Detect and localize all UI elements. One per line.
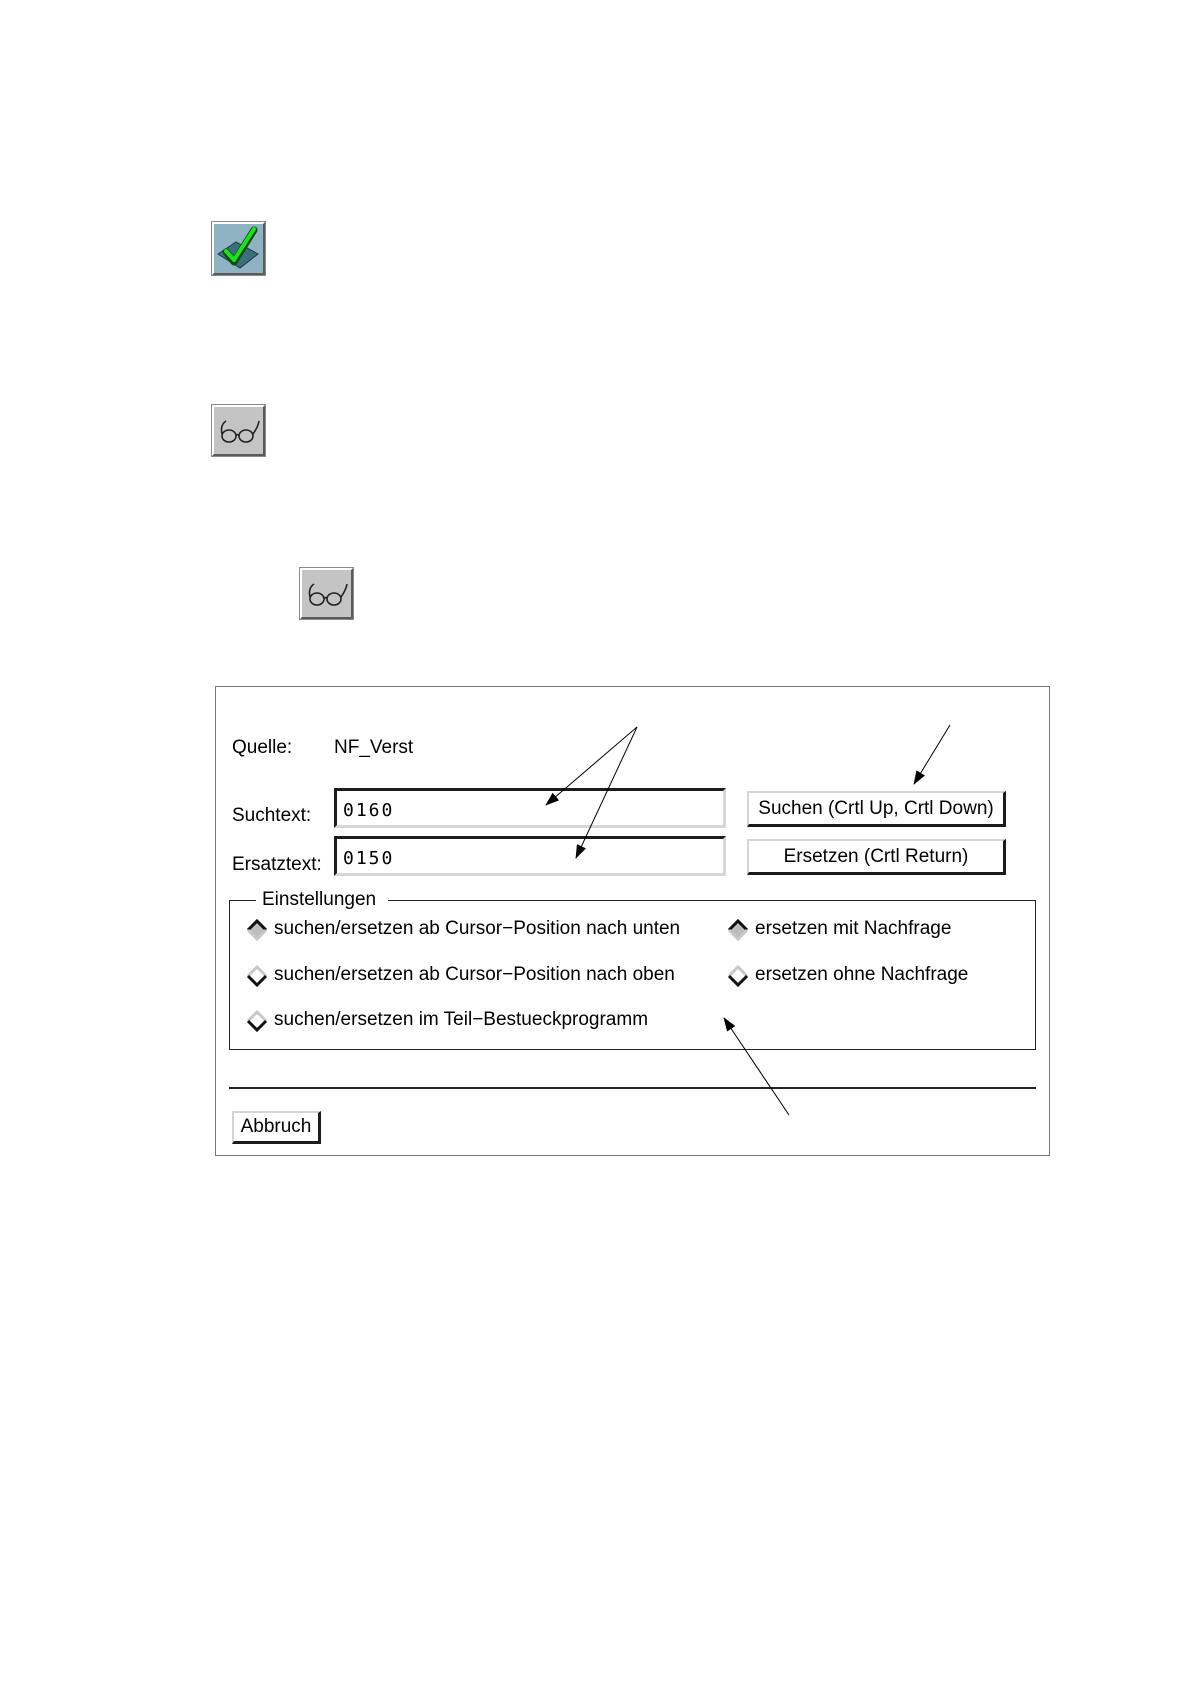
- view-button[interactable]: [212, 405, 265, 456]
- search-replace-dialog: [215, 686, 1050, 1156]
- glasses-icon: [302, 570, 351, 617]
- glasses-icon: [214, 407, 263, 454]
- search-label: Suchtext:: [232, 805, 312, 826]
- radio-diamond-icon: [727, 965, 749, 987]
- source-value: NF_Verst: [334, 737, 414, 758]
- search-button[interactable]: Suchen (Crtl Up, Crtl Down): [747, 791, 1006, 827]
- radio-diamond-icon: [727, 919, 749, 941]
- option-label: suchen/ersetzen ab Cursor−Position nach oben: [274, 964, 675, 985]
- search-field[interactable]: [334, 788, 726, 828]
- settings-legend: Einstellungen: [256, 888, 388, 912]
- cancel-button[interactable]: Abbruch: [232, 1111, 321, 1144]
- settings-group: [229, 889, 1036, 1050]
- option-label: suchen/ersetzen ab Cursor−Position nach unten: [274, 918, 681, 939]
- radio-diamond-icon: [246, 1010, 268, 1032]
- replace-input[interactable]: [337, 839, 723, 873]
- search-input[interactable]: [337, 791, 723, 825]
- search-replace-button[interactable]: [300, 568, 353, 619]
- option-label: suchen/ersetzen im Teil−Bestueckprogramm: [274, 1009, 649, 1030]
- replace-button[interactable]: Ersetzen (Crtl Return): [747, 839, 1006, 875]
- option-label: ersetzen mit Nachfrage: [755, 918, 952, 939]
- checkmark-icon: [214, 224, 263, 273]
- radio-diamond-icon: [246, 919, 268, 941]
- radio-diamond-icon: [246, 965, 268, 987]
- replace-field[interactable]: [334, 836, 726, 876]
- check-button[interactable]: [212, 222, 265, 275]
- replace-label: Ersatztext:: [232, 854, 322, 875]
- source-label: Quelle:: [232, 737, 293, 758]
- divider: [229, 1087, 1036, 1089]
- option-label: ersetzen ohne Nachfrage: [755, 964, 969, 985]
